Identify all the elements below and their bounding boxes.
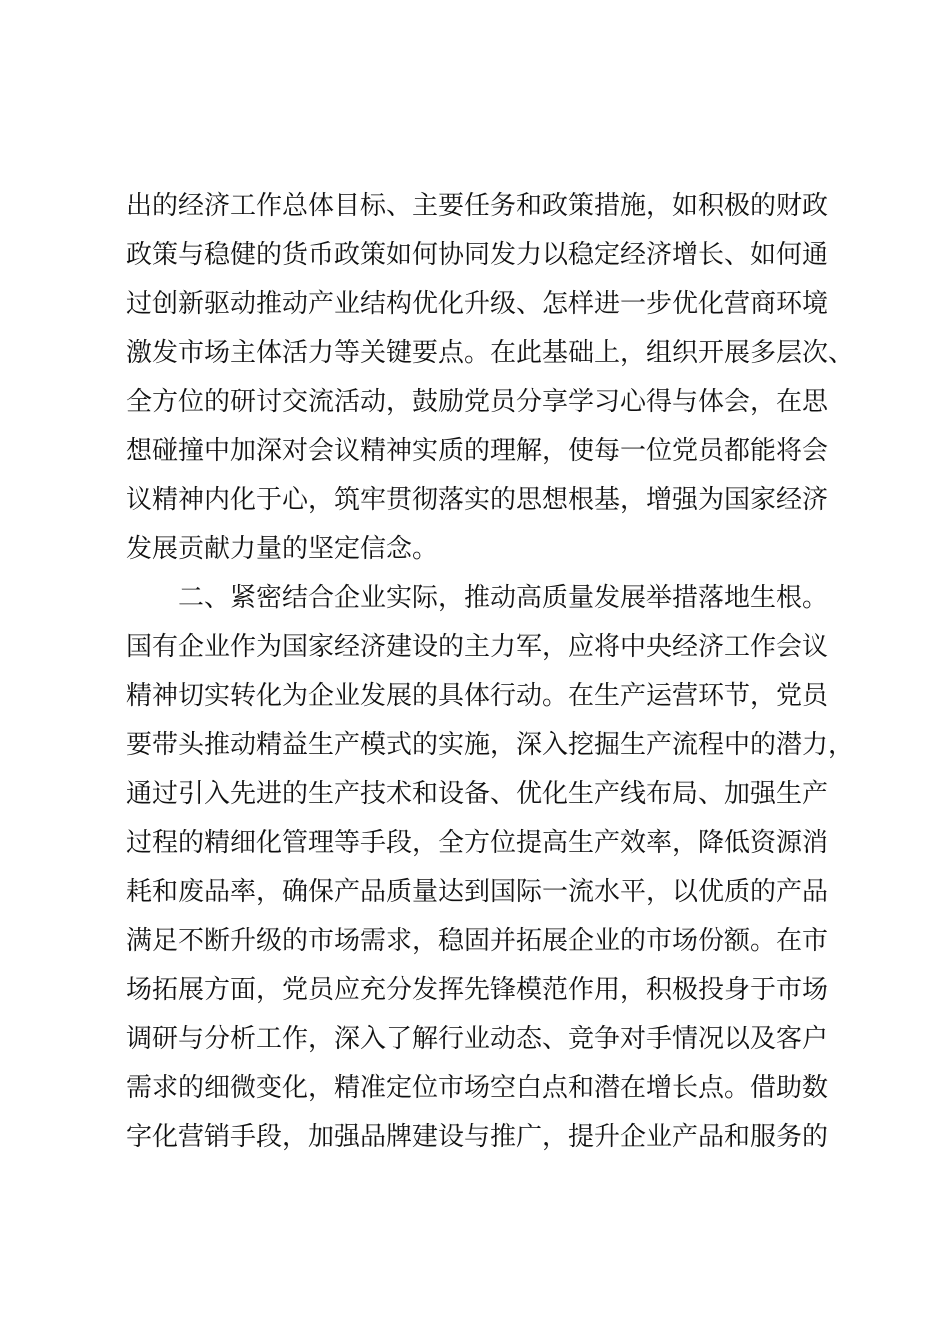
text-line: 想碰撞中加深对会议精神实质的理解，使每一位党员都能将会 — [126, 436, 829, 466]
text-line: 出的经济工作总体目标、主要任务和政策措施，如积极的财政 — [126, 191, 829, 221]
text-line: 调研与分析工作，深入了解行业动态、竞争对手情况以及客户 — [126, 1024, 829, 1054]
text-line: 激发市场主体活力等关键要点。在此基础上，组织开展多层次、 — [126, 338, 855, 368]
text-line: 全方位的研讨交流活动，鼓励党员分享学习心得与体会，在思 — [126, 387, 829, 417]
text-line: 字化营销手段，加强品牌建设与推广，提升企业产品和服务的 — [126, 1122, 829, 1152]
body-text — [126, 182, 856, 1162]
text-line: 发展贡献力量的坚定信念。 — [126, 534, 439, 564]
text-line: 满足不断升级的市场需求，稳固并拓展企业的市场份额。在市 — [126, 926, 829, 956]
text-line: 要带头推动精益生产模式的实施，深入挖掘生产流程中的潜力， — [126, 730, 855, 760]
section-heading-line: 二、紧密结合企业实际，推动高质量发展举措落地生根。 — [126, 583, 829, 613]
text-line: 精神切实转化为企业发展的具体行动。在生产运营环节，党员 — [126, 681, 829, 711]
text-line: 议精神内化于心，筑牢贯彻落实的思想根基，增强为国家经济 — [126, 485, 829, 515]
text-line: 场拓展方面，党员应充分发挥先锋模范作用，积极投身于市场 — [126, 975, 829, 1005]
text-line: 需求的细微变化，精准定位市场空白点和潜在增长点。借助数 — [126, 1073, 829, 1103]
text-line: 过程的精细化管理等手段，全方位提高生产效率，降低资源消 — [126, 828, 829, 858]
text-line: 通过引入先进的生产技术和设备、优化生产线布局、加强生产 — [126, 779, 829, 809]
text-line: 政策与稳健的货币政策如何协同发力以稳定经济增长、如何通 — [126, 240, 829, 270]
text-line: 过创新驱动推动产业结构优化升级、怎样进一步优化营商环境 — [126, 289, 829, 319]
text-line: 国有企业作为国家经济建设的主力军，应将中央经济工作会议 — [126, 632, 829, 662]
text-line: 耗和废品率，确保产品质量达到国际一流水平，以优质的产品 — [126, 877, 829, 907]
